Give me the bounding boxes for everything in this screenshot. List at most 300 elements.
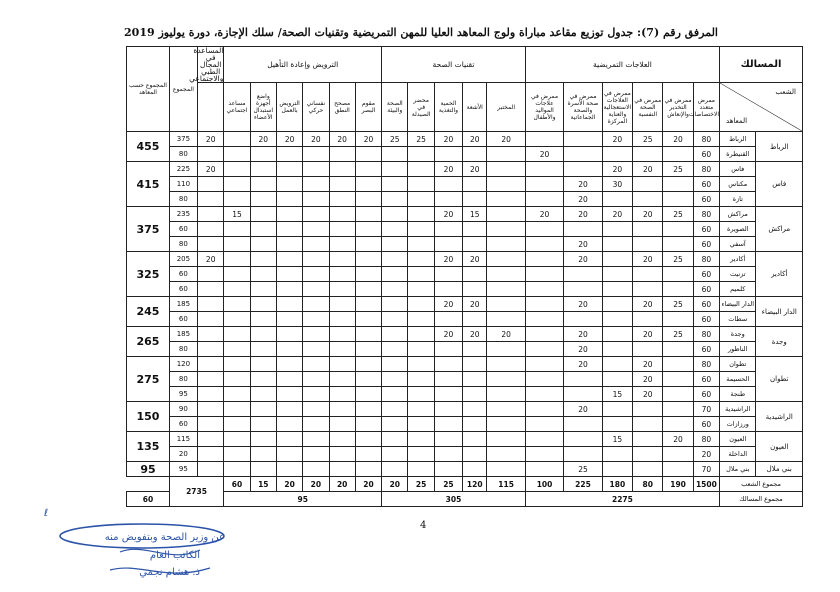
seat-cell: 60 [693, 222, 719, 237]
region-total: 275 [127, 357, 169, 402]
seat-cell [408, 312, 434, 327]
seat-cell [224, 192, 250, 207]
seat-cell [408, 327, 434, 342]
seat-cell [602, 192, 632, 207]
row-sum: 20 [169, 447, 197, 462]
region-total: 325 [127, 252, 169, 297]
seat-cell [276, 282, 302, 297]
seat-cell [198, 387, 224, 402]
seat-cell [602, 342, 632, 357]
seat-cell [382, 447, 408, 462]
total-cell: 305 [382, 492, 526, 507]
city-name: تطوان [720, 357, 756, 372]
seat-cell [276, 342, 302, 357]
seat-cell [602, 327, 632, 342]
seat-cell [382, 177, 408, 192]
seat-cell [250, 402, 276, 417]
seat-cell [303, 177, 329, 192]
seat-cell [382, 192, 408, 207]
seat-cell: 25 [663, 327, 693, 342]
seat-cell [382, 417, 408, 432]
seat-cell [224, 342, 250, 357]
table-row [43, 432, 803, 447]
seat-cell [602, 462, 632, 477]
seat-cell [382, 162, 408, 177]
seat-cell [329, 462, 355, 477]
seat-cell [564, 447, 602, 462]
seat-cell [602, 417, 632, 432]
seat-cell [382, 222, 408, 237]
table-row [43, 252, 803, 267]
header-masalik: المسالك [720, 47, 803, 83]
seat-cell [250, 177, 276, 192]
row-sum: 225 [169, 162, 197, 177]
seat-cell: 20 [463, 297, 487, 312]
seat-cell [487, 162, 525, 177]
header-group: تقنيات الصحة [382, 47, 526, 83]
seat-cell [434, 312, 462, 327]
seat-cell: 20 [487, 132, 525, 147]
seat-cell [663, 387, 693, 402]
seat-cell [663, 447, 693, 462]
seat-cell [525, 222, 563, 237]
seat-cell [303, 327, 329, 342]
seat-cell [250, 372, 276, 387]
seat-cell [276, 372, 302, 387]
seat-cell [564, 147, 602, 162]
seat-cell [250, 327, 276, 342]
city-name: طنجة [720, 387, 756, 402]
seat-cell [434, 432, 462, 447]
header-column: مصحح النطق [329, 83, 355, 132]
region-name: الراشيدية [756, 402, 803, 432]
seat-cell [525, 177, 563, 192]
seat-cell [663, 372, 693, 387]
seat-cell: 20 [463, 252, 487, 267]
seat-cell [633, 222, 663, 237]
seat-cell [224, 297, 250, 312]
seat-cell [487, 147, 525, 162]
city-name: كلميم [720, 282, 756, 297]
seat-cell [564, 312, 602, 327]
seat-cell [408, 342, 434, 357]
region-name: العيون [756, 432, 803, 462]
seat-cell [198, 147, 224, 162]
seat-cell [224, 252, 250, 267]
seat-cell: 20 [564, 327, 602, 342]
region-total: 245 [127, 297, 169, 327]
seat-cell [276, 207, 302, 222]
seat-cell [198, 282, 224, 297]
row-sum: 235 [169, 207, 197, 222]
seat-cell: 25 [382, 132, 408, 147]
seat-cell [463, 282, 487, 297]
seat-cell [250, 387, 276, 402]
seat-cell [525, 162, 563, 177]
seat-cell [224, 132, 250, 147]
seat-cell [602, 267, 632, 282]
region-name: فاس [756, 162, 803, 207]
seat-cell [382, 432, 408, 447]
city-name: الحسيمة [720, 372, 756, 387]
region-total: 95 [127, 462, 169, 477]
seat-distribution-table [42, 46, 803, 507]
seat-cell: 20 [633, 357, 663, 372]
seat-cell [487, 252, 525, 267]
seat-cell [463, 432, 487, 447]
region-total: 375 [127, 207, 169, 252]
seat-cell [250, 357, 276, 372]
seat-cell [487, 177, 525, 192]
seat-cell [408, 177, 434, 192]
seat-cell [663, 147, 693, 162]
seat-cell: 20 [487, 327, 525, 342]
seat-cell [564, 282, 602, 297]
seat-cell [329, 252, 355, 267]
seat-cell [408, 432, 434, 447]
header-diagonal-cell [720, 83, 803, 132]
total-cell: 2275 [525, 492, 719, 507]
seat-cell [408, 222, 434, 237]
header-majmou: المجموع [169, 47, 197, 132]
seat-cell [355, 462, 381, 477]
seat-cell [382, 297, 408, 312]
seat-cell [276, 297, 302, 312]
seat-cell [303, 372, 329, 387]
seat-cell: 20 [434, 297, 462, 312]
seat-cell [564, 222, 602, 237]
seat-cell: 60 [693, 267, 719, 282]
seat-cell [408, 357, 434, 372]
header-column: الترويض بالعمل [276, 83, 302, 132]
seat-cell [382, 372, 408, 387]
seat-cell [487, 387, 525, 402]
seat-cell [250, 432, 276, 447]
seat-cell: 20 [525, 207, 563, 222]
seat-cell [224, 312, 250, 327]
seat-cell [303, 432, 329, 447]
seat-cell [408, 147, 434, 162]
seat-cell [355, 177, 381, 192]
seat-cell: 60 [693, 237, 719, 252]
seat-cell: 15 [463, 207, 487, 222]
seat-cell [434, 447, 462, 462]
header-column: ممرض في التخدير والإنعاش [663, 83, 693, 132]
seat-cell [434, 462, 462, 477]
seat-cell [525, 432, 563, 447]
seat-cell [487, 282, 525, 297]
seat-cell [525, 327, 563, 342]
seat-cell [487, 237, 525, 252]
seat-cell [382, 312, 408, 327]
row-sum: 80 [169, 237, 197, 252]
seat-cell [663, 357, 693, 372]
region-total: 150 [127, 402, 169, 432]
total-cell: 190 [663, 477, 693, 492]
seat-cell [434, 417, 462, 432]
seat-cell [525, 192, 563, 207]
seat-cell [303, 162, 329, 177]
seat-cell [382, 327, 408, 342]
seat-cell [250, 447, 276, 462]
seat-cell [355, 147, 381, 162]
seat-cell [224, 267, 250, 282]
header-group: المساعدة في المجال الطبي والاجتماعي [189, 46, 224, 83]
table-row [43, 357, 803, 372]
seat-cell: 30 [602, 177, 632, 192]
seat-cell [303, 282, 329, 297]
seat-cell: 20 [564, 402, 602, 417]
city-name: الصويرة [720, 222, 756, 237]
seat-cell: 20 [633, 297, 663, 312]
seat-cell [487, 222, 525, 237]
seat-cell [663, 267, 693, 282]
total-cell: 180 [602, 477, 632, 492]
seat-cell [329, 402, 355, 417]
seat-cell [564, 267, 602, 282]
seat-cell [487, 432, 525, 447]
seat-cell [276, 402, 302, 417]
seat-cell [224, 282, 250, 297]
seat-cell: 20 [633, 372, 663, 387]
seat-cell: 80 [693, 252, 719, 267]
seat-cell: 20 [693, 447, 719, 462]
seat-cell [329, 177, 355, 192]
seat-cell [434, 267, 462, 282]
seat-cell [434, 222, 462, 237]
seat-cell: 20 [463, 132, 487, 147]
seat-cell [434, 147, 462, 162]
seat-cell [303, 192, 329, 207]
seat-cell [355, 372, 381, 387]
seat-cell: 20 [602, 162, 632, 177]
total-cell: 225 [564, 477, 602, 492]
seat-cell [487, 297, 525, 312]
seat-cell [276, 312, 302, 327]
seat-cell [276, 462, 302, 477]
seat-cell [525, 237, 563, 252]
total-cell: 60 [224, 477, 250, 492]
seat-cell [276, 357, 302, 372]
seat-cell [633, 342, 663, 357]
seat-cell: 20 [564, 357, 602, 372]
seat-cell [602, 237, 632, 252]
seat-cell [355, 357, 381, 372]
seat-cell: 20 [198, 132, 224, 147]
page-title: المرفق رقم (7): جدول توزيع مقاعد مباراة ولوج المعاهد العليا للمهن التمريضية وتقنيات الصحة/ سلك الإجازة، دورة يوليوز 2019 [124, 26, 718, 39]
seat-cell [487, 312, 525, 327]
header-group: الترويض وإعادة التأهيل [224, 47, 382, 83]
seat-cell [355, 402, 381, 417]
stamp-line-1: عن وزير الصحة وبتفويض منه [104, 532, 225, 543]
row-sum: 60 [169, 267, 197, 282]
row-sum: 90 [169, 402, 197, 417]
seat-cell [198, 342, 224, 357]
seat-cell [224, 417, 250, 432]
header-column: الحمية والتغذية [434, 83, 462, 132]
seat-cell [434, 357, 462, 372]
seat-cell [224, 432, 250, 447]
city-name: مكناس [720, 177, 756, 192]
seat-cell [329, 432, 355, 447]
seat-cell [276, 192, 302, 207]
seat-cell [525, 252, 563, 267]
region-name: وجدة [756, 327, 803, 357]
seat-cell [224, 237, 250, 252]
seat-cell: 20 [463, 327, 487, 342]
seat-cell: 80 [693, 132, 719, 147]
seat-cell [355, 222, 381, 237]
seat-cell [329, 162, 355, 177]
seat-cell [224, 387, 250, 402]
seat-cell [602, 357, 632, 372]
seat-cell [250, 147, 276, 162]
seat-cell: 20 [434, 162, 462, 177]
seat-cell [303, 222, 329, 237]
total-cell: 20 [382, 477, 408, 492]
seat-cell [663, 237, 693, 252]
seat-cell [633, 432, 663, 447]
seat-cell [198, 432, 224, 447]
seat-cell [250, 192, 276, 207]
seat-cell [224, 177, 250, 192]
seat-cell [276, 447, 302, 462]
header-column: الصحة والبيئة [382, 83, 408, 132]
header-column: واضع أجهزة استبدال الأعضاء [250, 83, 276, 132]
seat-cell [329, 342, 355, 357]
seat-cell [198, 312, 224, 327]
seat-cell: 20 [633, 207, 663, 222]
seat-cell: 60 [693, 417, 719, 432]
seat-cell: 20 [633, 162, 663, 177]
seat-cell [408, 402, 434, 417]
seat-cell [276, 267, 302, 282]
seat-cell [633, 312, 663, 327]
seat-cell [663, 462, 693, 477]
seat-cell [250, 252, 276, 267]
seat-cell [329, 147, 355, 162]
seat-cell [525, 417, 563, 432]
seat-cell [663, 342, 693, 357]
seat-cell [355, 432, 381, 447]
seat-cell [303, 297, 329, 312]
seat-cell [276, 177, 302, 192]
seat-cell: 20 [564, 237, 602, 252]
table-row [43, 162, 803, 177]
seat-cell [382, 267, 408, 282]
seat-cell: 70 [693, 402, 719, 417]
row-sum: 375 [169, 132, 197, 147]
seat-cell [663, 192, 693, 207]
seat-cell [463, 462, 487, 477]
seat-cell [487, 447, 525, 462]
seat-cell [329, 282, 355, 297]
seat-cell [434, 237, 462, 252]
seat-cell [355, 447, 381, 462]
seat-cell [355, 312, 381, 327]
seat-cell [564, 417, 602, 432]
seat-cell [487, 207, 525, 222]
seat-cell [564, 432, 602, 447]
seat-cell [303, 357, 329, 372]
seat-cell [487, 267, 525, 282]
seat-cell [602, 402, 632, 417]
seat-cell [329, 387, 355, 402]
seat-cell [382, 357, 408, 372]
seat-cell [463, 417, 487, 432]
seat-cell [276, 327, 302, 342]
seat-cell [525, 447, 563, 462]
seat-cell [250, 312, 276, 327]
row-sum: 115 [169, 432, 197, 447]
total-cell: 115 [487, 477, 525, 492]
seat-cell [663, 282, 693, 297]
seat-cell [224, 147, 250, 162]
seat-cell [487, 402, 525, 417]
seat-cell: 60 [693, 282, 719, 297]
seat-cell [329, 267, 355, 282]
seat-cell [198, 447, 224, 462]
seat-cell [434, 192, 462, 207]
table-row [43, 327, 803, 342]
seat-cell [408, 372, 434, 387]
seat-cell [602, 312, 632, 327]
seat-cell: 20 [602, 207, 632, 222]
seat-cell: 60 [693, 177, 719, 192]
seat-cell [198, 177, 224, 192]
seat-cell [329, 447, 355, 462]
seat-cell [355, 207, 381, 222]
seat-cell [525, 462, 563, 477]
seat-cell [250, 417, 276, 432]
seat-cell [663, 402, 693, 417]
seat-cell: 15 [602, 387, 632, 402]
seat-cell [329, 207, 355, 222]
seat-cell [250, 342, 276, 357]
seat-cell [463, 192, 487, 207]
seat-cell [276, 417, 302, 432]
seat-cell [408, 267, 434, 282]
seat-cell [198, 402, 224, 417]
seat-cell [382, 207, 408, 222]
seat-cell: 80 [693, 207, 719, 222]
seat-cell: 25 [633, 132, 663, 147]
seat-cell [198, 462, 224, 477]
seat-cell: 20 [564, 252, 602, 267]
seat-cell [382, 402, 408, 417]
seat-cell: 80 [693, 162, 719, 177]
region-total: 135 [127, 432, 169, 462]
seat-cell [525, 267, 563, 282]
row-sum: 95 [169, 387, 197, 402]
city-name: تازة [720, 192, 756, 207]
seat-cell: 20 [602, 132, 632, 147]
seat-cell [198, 222, 224, 237]
seat-cell: 20 [434, 207, 462, 222]
seat-cell [198, 267, 224, 282]
total-cell: 20 [329, 477, 355, 492]
seat-cell [224, 402, 250, 417]
seat-cell [633, 192, 663, 207]
seat-cell: 20 [663, 432, 693, 447]
seat-cell [303, 417, 329, 432]
region-name: الدار البيضاء [756, 297, 803, 327]
seat-cell [602, 447, 632, 462]
total-cell: 1500 [693, 477, 719, 492]
seat-cell: 20 [564, 192, 602, 207]
seat-cell [329, 237, 355, 252]
total-cell: 60 [127, 492, 169, 507]
